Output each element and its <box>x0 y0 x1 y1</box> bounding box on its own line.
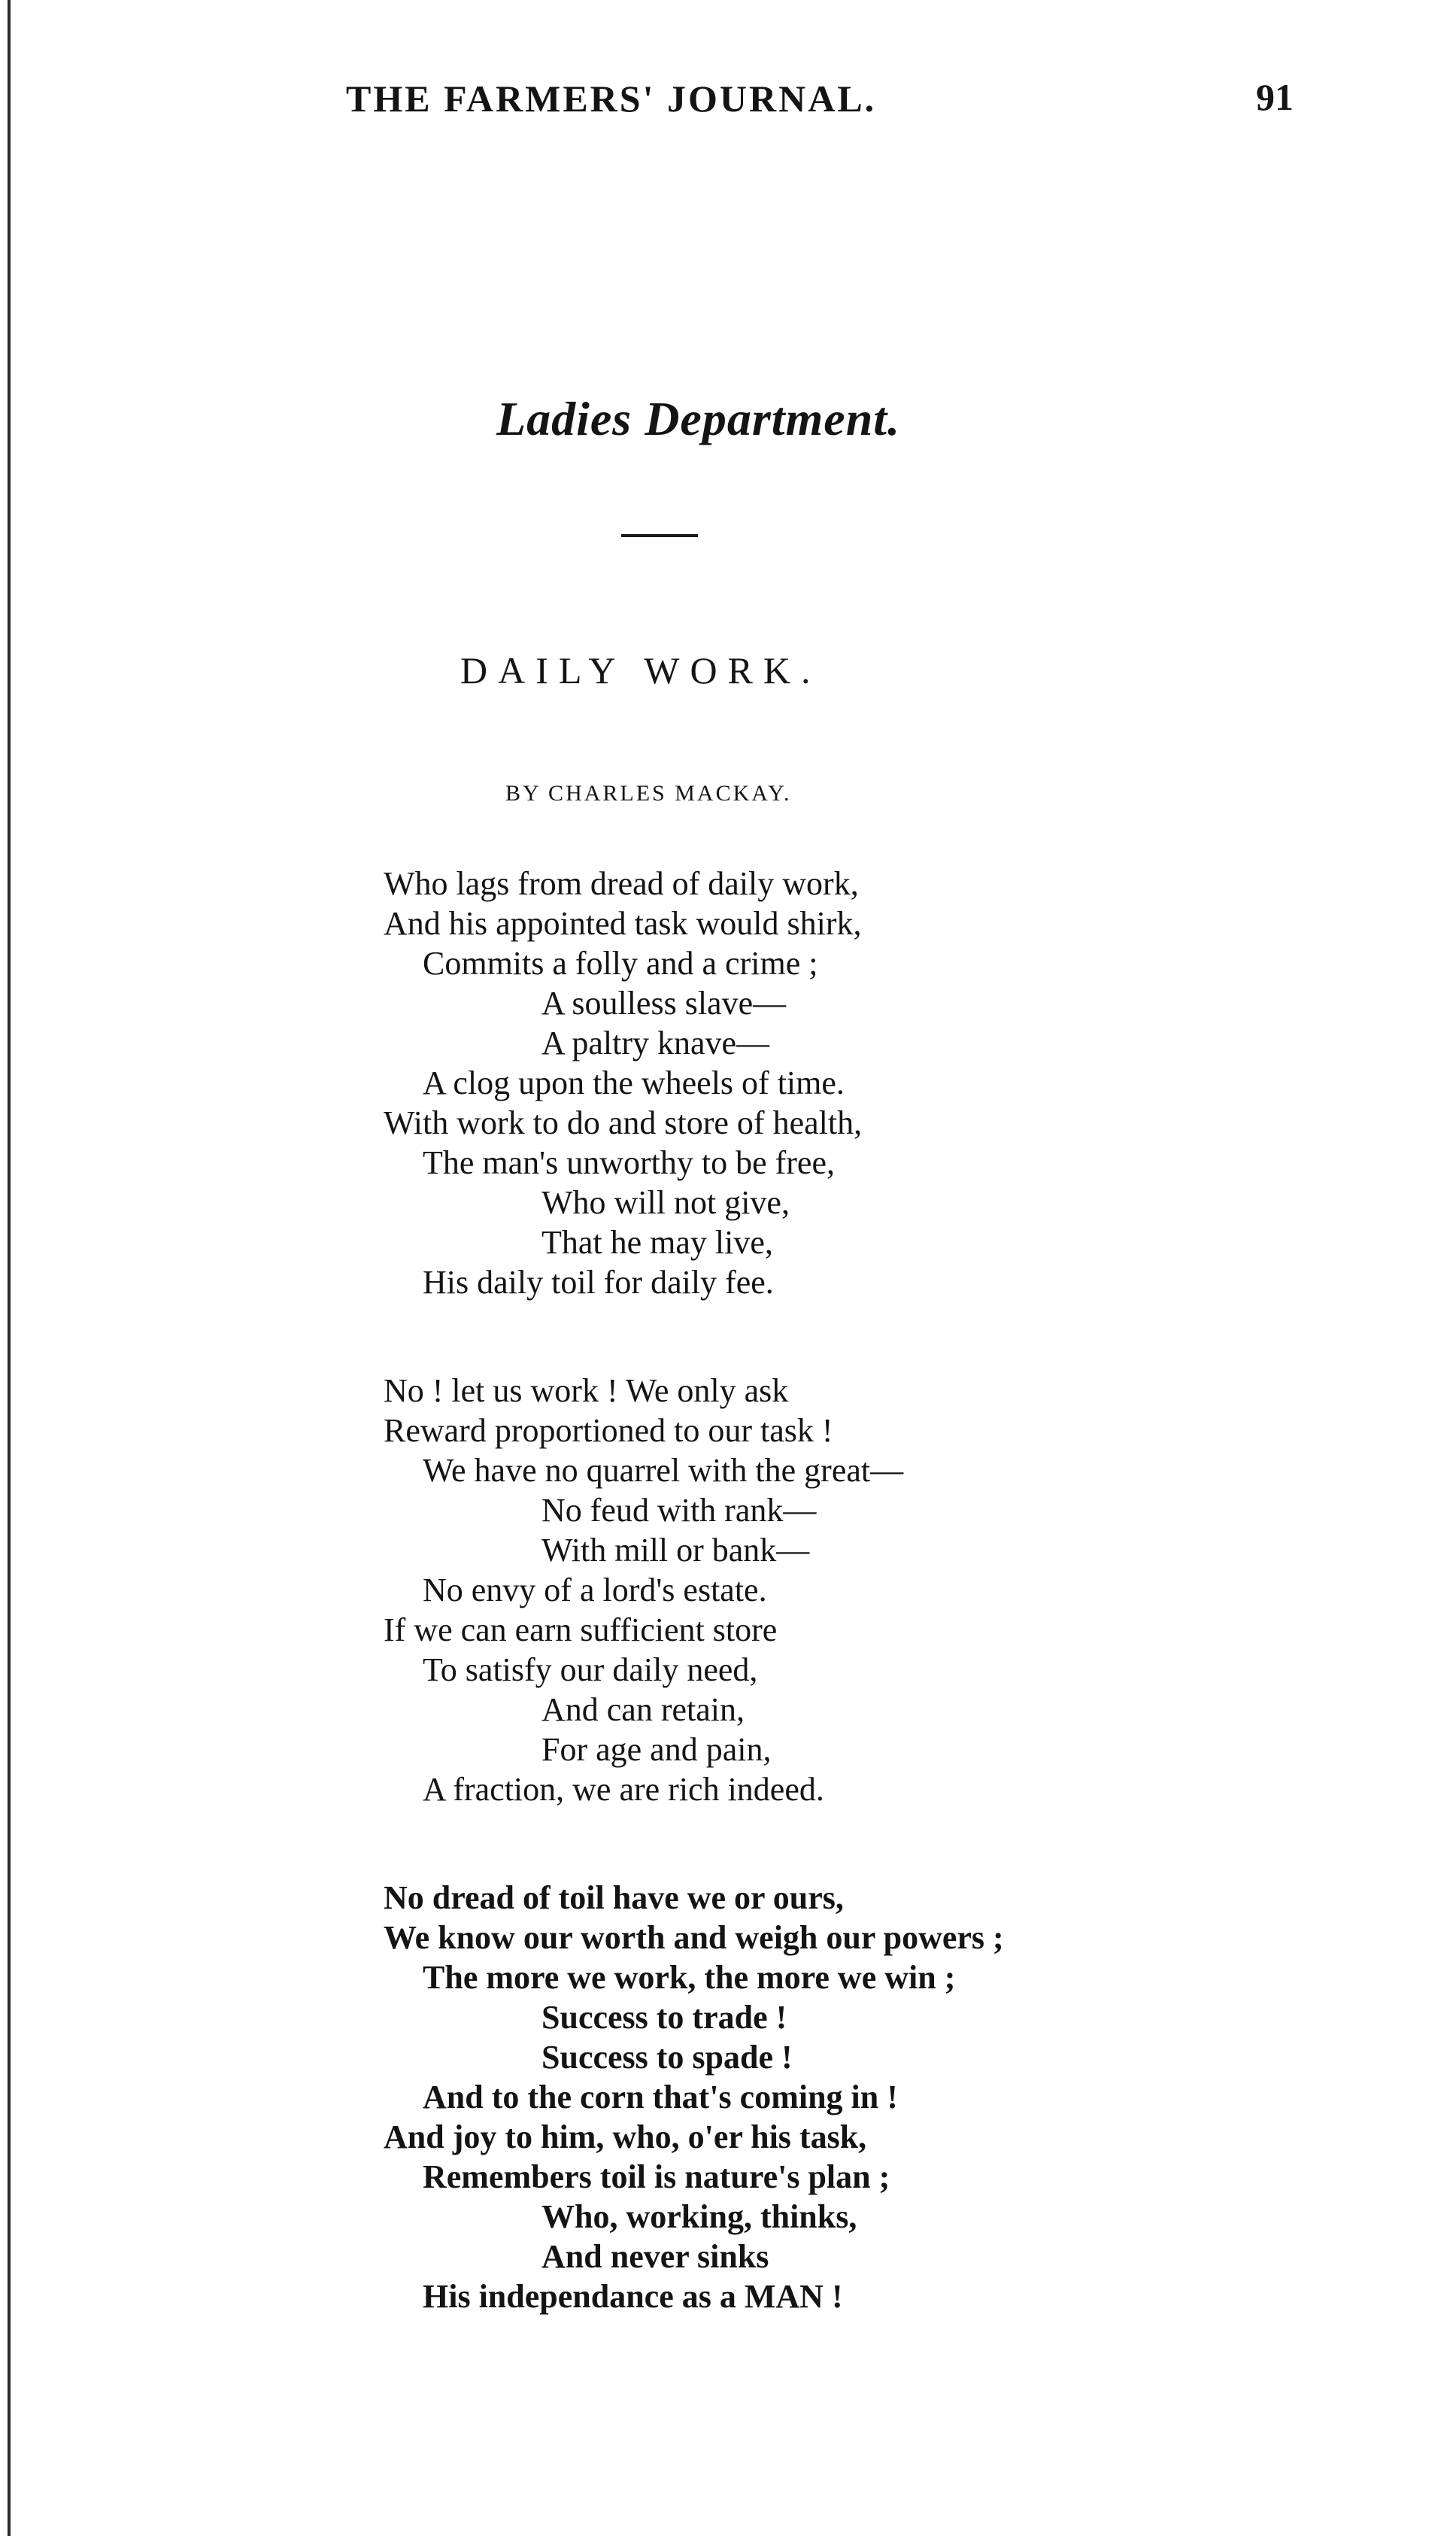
poem-line: For age and pain, <box>541 1731 772 1768</box>
poem-line: With work to do and store of health, <box>384 1104 863 1141</box>
poem-line: No envy of a lord's estate. <box>423 1572 767 1608</box>
poem-line: Who, working, thinks, <box>541 2198 857 2235</box>
poem-line: And can retain, <box>541 1691 745 1728</box>
poem-line: And to the corn that's coming in ! <box>423 2079 898 2115</box>
poem-line: No feud with rank— <box>541 1492 817 1529</box>
poem-line: A paltry knave— <box>541 1025 770 1061</box>
poem-line: Remembers toil is nature's plan ; <box>423 2158 890 2195</box>
poem-stanza-2 <box>384 1371 1136 1809</box>
poem-line: And joy to him, who, o'er his task, <box>384 2118 867 2155</box>
poem-line: To satisfy our daily need, <box>423 1651 758 1688</box>
poem-line: Reward proportioned to our task ! <box>384 1412 833 1449</box>
poem-line: A clog upon the wheels of time. <box>423 1065 845 1101</box>
poem-line: The more we work, the more we win ; <box>423 1959 956 1996</box>
poem-line: No dread of toil have we or ours, <box>384 1879 844 1916</box>
page-edge-rule <box>8 0 11 2536</box>
poem-line: With mill or bank— <box>541 1532 810 1569</box>
poem-line: Who lags from dread of daily work, <box>384 865 859 902</box>
poem-byline: BY CHARLES MACKAY. <box>505 781 792 806</box>
poem-line: Who will not give, <box>541 1184 790 1221</box>
section-divider <box>621 534 698 537</box>
page-number: 91 <box>1256 76 1294 118</box>
poem-line: A soulless slave— <box>541 985 787 1022</box>
running-head: THE FARMERS' JOURNAL. <box>346 77 877 120</box>
poem-line: That he may live, <box>541 1224 773 1261</box>
poem-line: And his appointed task would shirk, <box>384 905 862 942</box>
poem-line: Commits a folly and a crime ; <box>423 945 818 982</box>
poem-line: His daily toil for daily fee. <box>423 1264 774 1301</box>
poem-title: DAILY WORK. <box>460 649 821 691</box>
poem-stanza-3 <box>384 1878 1136 2316</box>
poem-line: A fraction, we are rich indeed. <box>423 1771 824 1808</box>
poem-line: We have no quarrel with the great— <box>423 1452 904 1489</box>
poem-stanza-1 <box>384 864 1136 1302</box>
poem-line: The man's unworthy to be free, <box>423 1144 835 1181</box>
poem-line: If we can earn sufficient store <box>384 1611 778 1648</box>
poem-line: We know our worth and weigh our powers ; <box>384 1919 1004 1956</box>
poem-line: No ! let us work ! We only ask <box>384 1372 789 1409</box>
section-heading: Ladies Department. <box>496 392 901 445</box>
poem-line: Success to trade ! <box>541 1999 787 2036</box>
poem-line: And never sinks <box>541 2238 769 2275</box>
poem-line: Success to spade ! <box>541 2039 793 2076</box>
poem-line: His independance as a MAN ! <box>423 2278 843 2315</box>
